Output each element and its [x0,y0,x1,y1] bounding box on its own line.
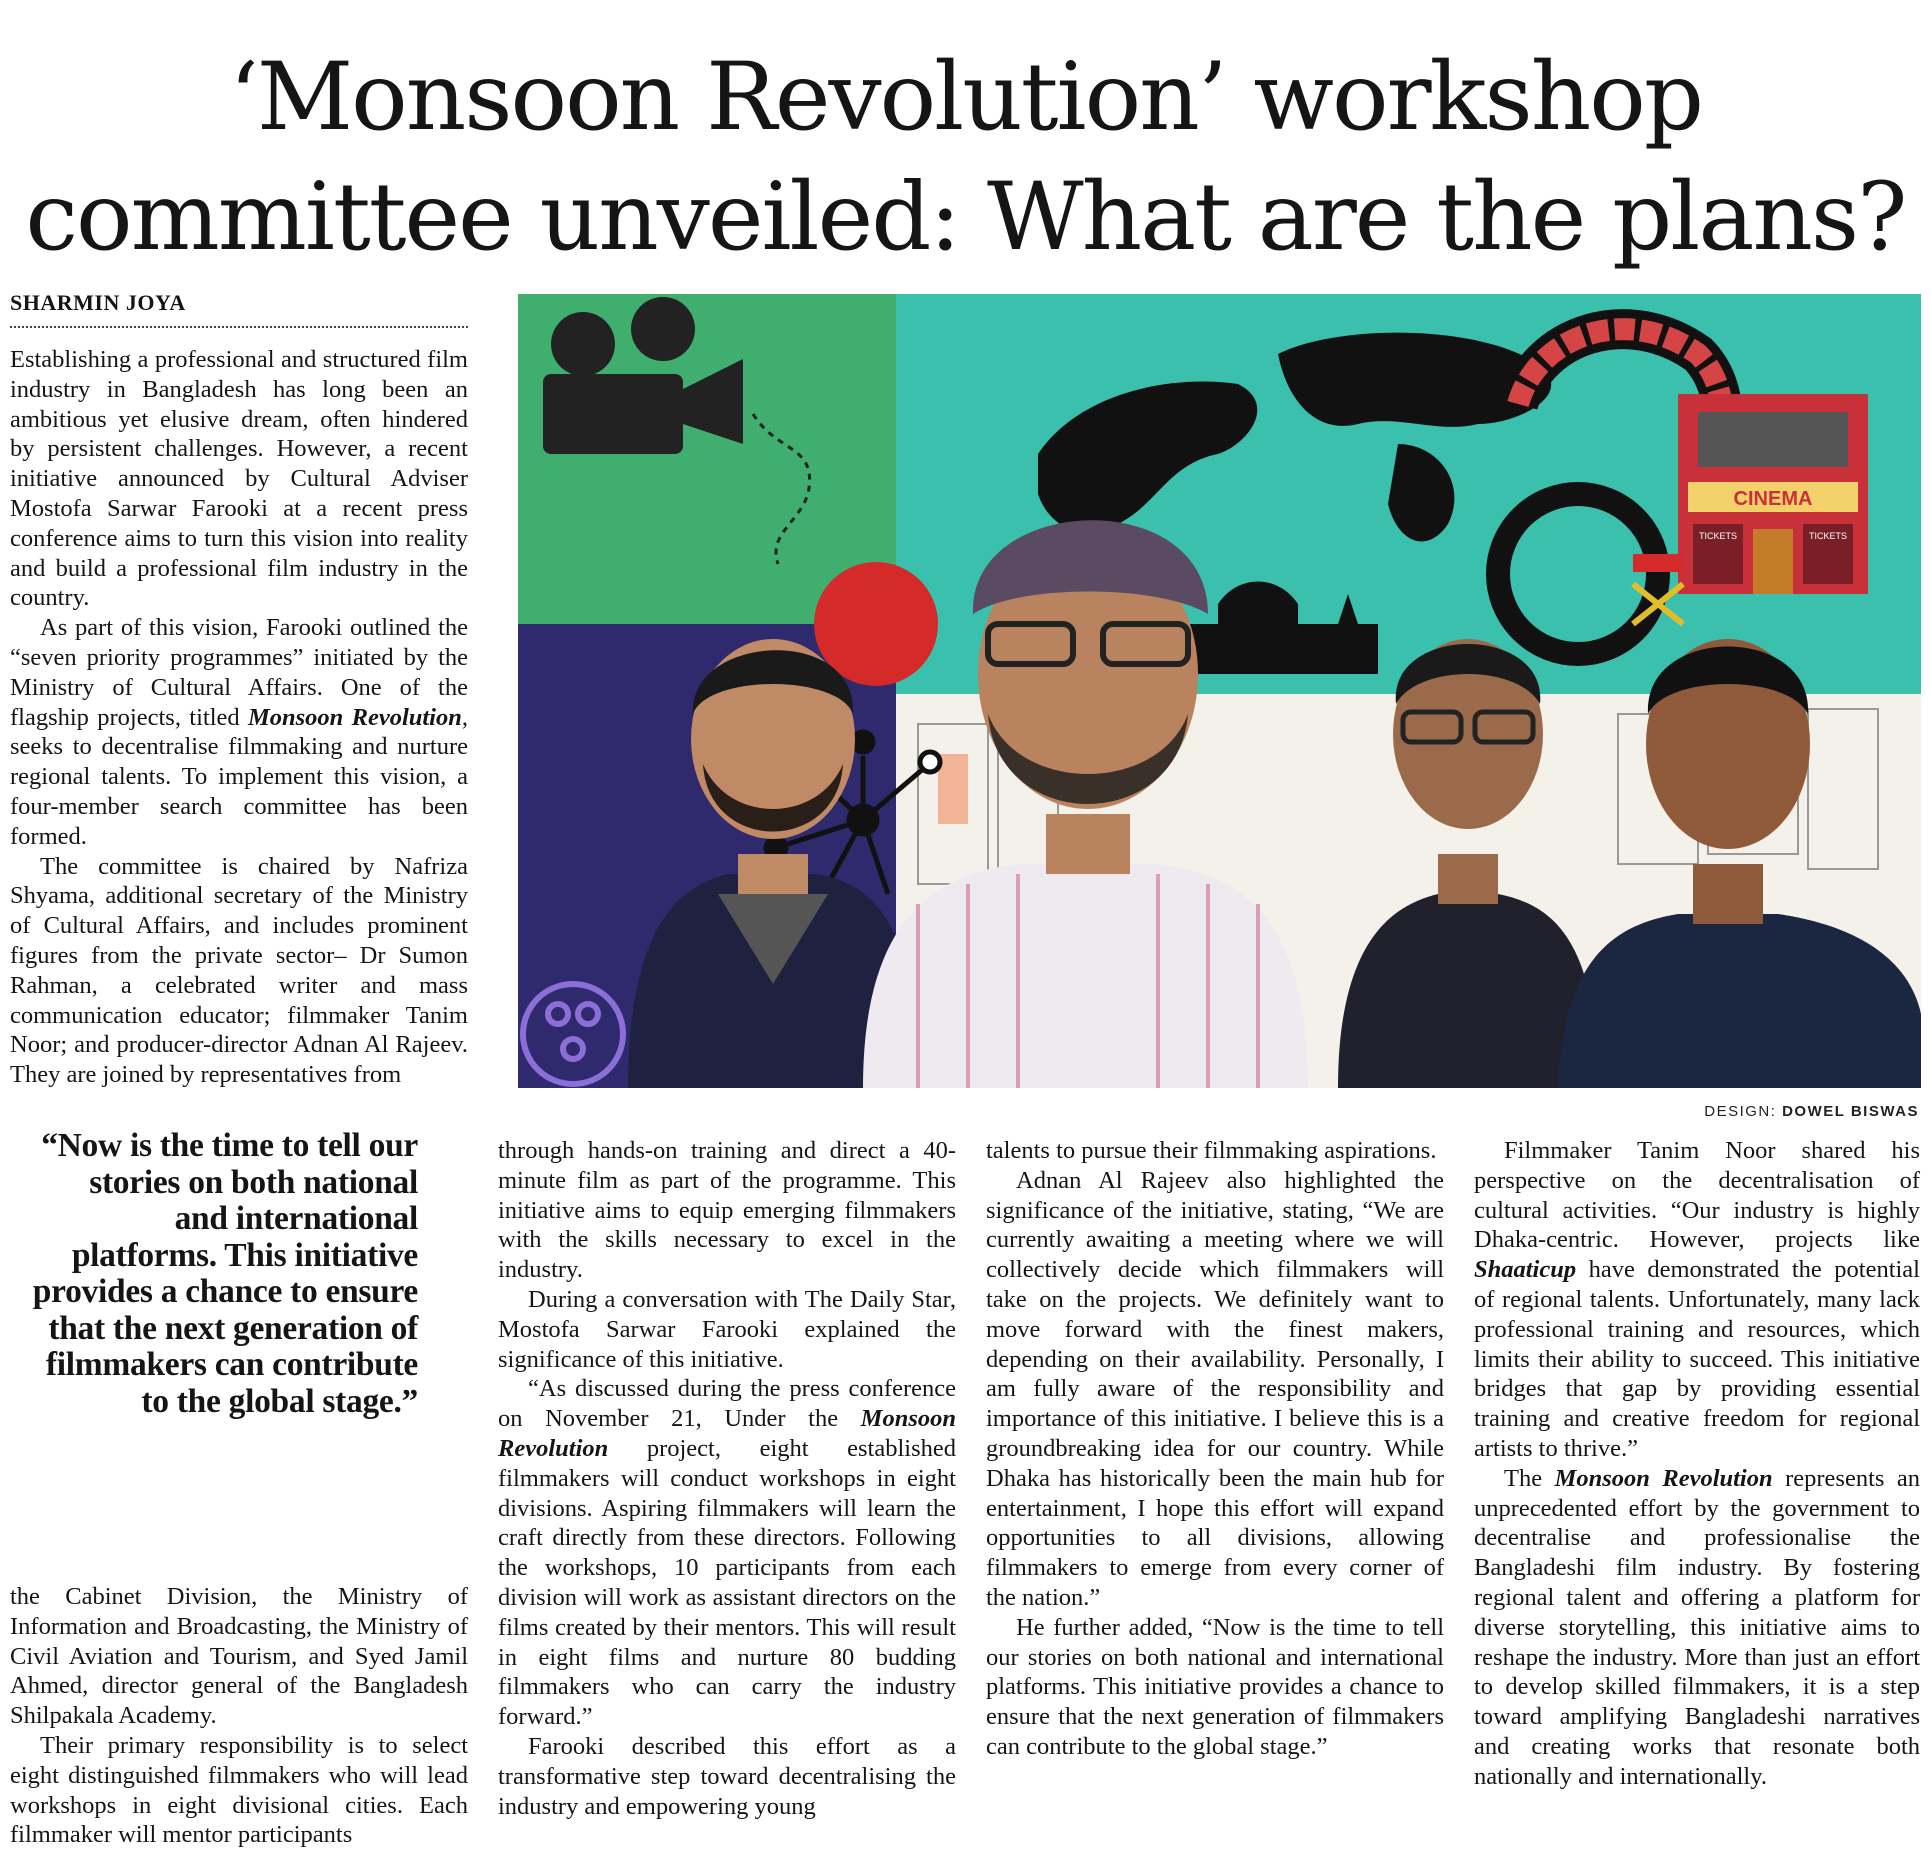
cinema-building-icon [1678,394,1868,594]
emphasis-title: Monsoon Revolution [498,1405,956,1462]
column-4 [1474,1136,1920,1792]
paragraph: As part of this vision, Farooki outlined the “seven priority programmes” initiated by the Ministry of Cultural Affairs. One of the flagship projects, titled Monsoon Revolution, seeks to decentralise filmmaking and nurture regional talents. To implement this vision, a four-member search committee has been formed. [10,614,468,850]
pull-quote: “Now is the time to tell our stories on both national and international platforms. This initiative provides a chance to ensure that the next generation of filmmakers can contribute to the global stage.” [32,1127,418,1420]
cinema-sign: CINEMA [1733,488,1813,510]
emphasis-title: Monsoon Revolution [247,703,462,731]
emphasis-title: Monsoon Revolution [1554,1464,1773,1492]
paragraph: Filmmaker Tanim Noor shared his perspective on the decentralisation of cultural activities. “Our industry is highly Dhaka-centric. However, projects like Shaaticup have demonstrated the potential of regional talents. Unfortunately, many lack professional training and resources, which limits their ability to succeed. This initiative bridges that gap by providing essential training and creative freedom for regional artists to thrive.” [1474,1137,1920,1462]
column-2 [498,1136,956,1821]
paragraph: He further added, “Now is the time to tell our stories on both national and international platforms. This initiative provides a chance to ensure that the next generation of filmmakers can contribute to the global stage.” [986,1613,1444,1760]
headline [0,38,1931,278]
byline: SHARMIN JOYA [10,290,468,328]
paragraph: Establishing a professional and structured film industry in Bangladesh has long been an ambitious yet elusive dream, often hindered by persistent challenges. However, a recent initiative announced by Cultural Adviser Mostofa Sarwar Farooki at a recent press conference aims to turn this vision into reality and build a professional film industry in the country. [10,346,468,612]
paragraph: through hands-on training and direct a 40-minute film as part of the programme. This initiative aims to equip emerging filmmakers with the skills necessary to excel in the industry. [498,1137,956,1284]
paragraph: Farooki described this effort as a transformative step toward decentralising the industry and empowering young [498,1732,956,1820]
paragraph: During a conversation with The Daily Star, Mostofa Sarwar Farooki explained the significance of this initiative. [498,1285,956,1373]
ticket-sign-right: TICKETS [1808,531,1848,541]
emphasis-title: Shaaticup [1474,1256,1577,1284]
ticket-sign-left: TICKETS [1698,531,1738,541]
column-1-top [10,345,468,1090]
column-3 [986,1136,1444,1762]
paragraph: Adnan Al Rajeev also highlighted the significance of the initiative, stating, “We are currently awaiting a meeting where we will collectively decide which filmmakers will take on the projects. We definitely want to move forward with the finest makers, depending on their availability. Personally, I am fully aware of the responsibility and importance of this initiative. I believe this is a groundbreaking idea for our country. While Dhaka has historically been the main hub for entertainment, I hope this effort will expand opportunities to all divisions, allowing filmmakers to emerge from every corner of the nation.” [986,1166,1444,1611]
paragraph: the Cabinet Division, the Ministry of Information and Broadcasting, the Ministry of Civil Aviation and Tourism, and Syed Jamil Ahmed, director general of the Bangladesh Shilpakala Academy. [10,1583,468,1730]
headline-line-2: committee unveiled: What are the plans? [25,163,1906,272]
paragraph: Their primary responsibility is to select eight distinguished filmmakers who will lead workshops in eight divisional cities. Each filmmaker will mentor participants [10,1731,468,1849]
feature-illustration [518,294,1921,1088]
paragraph: talents to pursue their filmmaking aspirations. [986,1137,1437,1164]
paragraph: The committee is chaired by Nafriza Shyama, additional secretary of the Ministry of Cultural Affairs, and includes prominent figures from the private sector– Dr Sumon Rahman, a celebrated writer and mass communication educator; filmmaker Tanim Noor; and producer-director Adnan Al Rajeev. They are joined by representatives from [10,852,468,1089]
design-credit: DESIGN: DOWEL BISWAS [1704,1103,1919,1120]
headline-line-1: ‘Monsoon Revolution’ workshop [228,43,1703,152]
column-1-bottom [10,1582,468,1850]
paragraph: “As discussed during the press conference on November 21, Under the Monsoon Revolution project, eight established filmmakers will conduct workshops in eight divisions. Aspiring filmmakers will learn the craft directly from these directors. Following the workshops, 10 participants from each division will work as assistant directors on the films created by their mentors. This will result in eight films and nurture 80 budding filmmakers who can carry the industry forward.” [498,1375,956,1731]
paragraph: The Monsoon Revolution represents an unprecedented effort by the government to decentralise and professionalise the Bangladeshi film industry. By fostering regional talent and offering a platform for diverse storytelling, this initiative aims to reshape the industry. More than just an effort to develop skilled filmmakers, it is a step toward amplifying Bangladeshi narratives and creating works that resonate both nationally and internationally. [1474,1464,1920,1790]
